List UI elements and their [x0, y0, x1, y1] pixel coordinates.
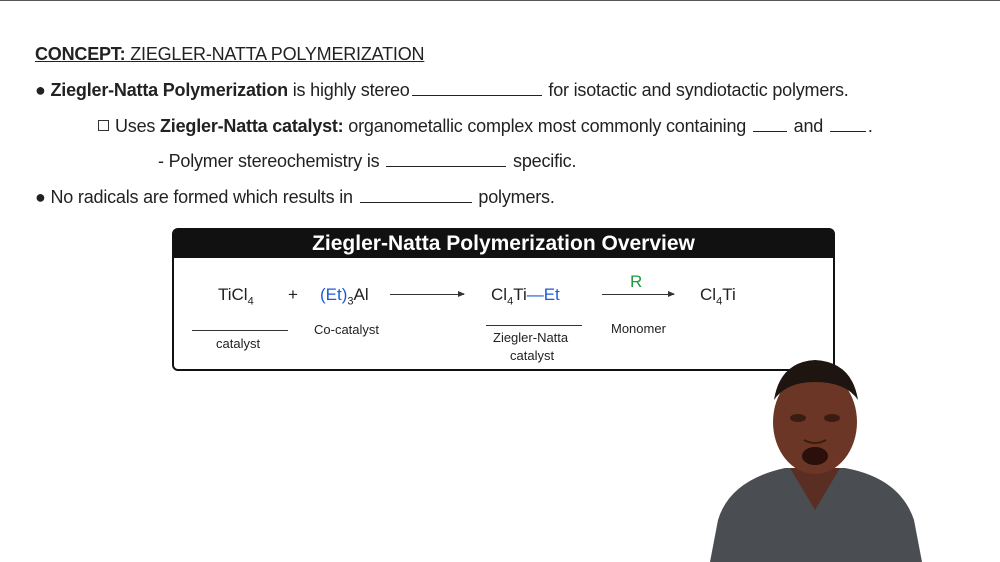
bullet-dot: ● — [35, 80, 46, 100]
concept-heading — [35, 44, 424, 65]
bullet-text: organometallic complex most commonly containing — [343, 116, 751, 136]
presenter-video — [690, 360, 940, 562]
bullet-dot: ● — [35, 187, 46, 207]
fill-in-blank — [360, 187, 472, 203]
overview-title: Ziegler-Natta Polymerization Overview — [174, 230, 833, 258]
bullet-text: polymers. — [473, 187, 555, 207]
monomer-arrow — [602, 294, 674, 295]
bullet-bold-term: Ziegler-Natta catalyst: — [160, 116, 344, 136]
bullet-catalyst — [98, 116, 873, 137]
top-border — [0, 0, 1000, 1]
concept-title: ZIEGLER-NATTA POLYMERIZATION — [130, 44, 425, 64]
zn-catalyst-label-1: Ziegler-Natta — [493, 330, 569, 345]
checkbox-bullet-icon — [98, 120, 109, 131]
bullet-text: for isotactic and syndiotactic polymers. — [543, 80, 849, 100]
ticl4-formula: TiCl$_4$ — [218, 285, 254, 308]
bullet-text: Uses — [115, 116, 161, 136]
cocatalyst-label: Co-catalyst — [314, 322, 380, 337]
bullet-stereochemistry — [158, 151, 576, 172]
bullet-radicals — [35, 187, 555, 208]
cl4ti-et-formula: $Cl_4Ti—Et$ — [491, 285, 560, 308]
bullet-text: . — [867, 116, 873, 136]
bullet-bold-term: Ziegler-Natta Polymerization — [50, 80, 288, 100]
reaction-arrow — [390, 294, 464, 295]
fill-in-blank — [830, 116, 866, 132]
catalyst-label: catalyst — [216, 336, 261, 351]
overview-box — [172, 228, 835, 371]
zn-catalyst-underline — [486, 325, 582, 326]
fill-in-blank — [412, 80, 542, 96]
r-group-label: R — [630, 272, 643, 291]
zn-catalyst-label-2: catalyst — [510, 348, 555, 363]
bullet-stereo — [35, 80, 849, 101]
fill-in-blank — [386, 151, 506, 167]
catalyst-blank — [192, 330, 288, 331]
plus-sign: + — [288, 285, 298, 304]
bullet-text: - Polymer stereochemistry is — [158, 151, 385, 171]
bullet-text: and — [788, 116, 828, 136]
et3al-formula: $(Et)_3Al$ — [320, 285, 369, 308]
bullet-text: specific. — [508, 151, 577, 171]
cl4ti-formula: $Cl_4Ti$ — [700, 285, 736, 308]
fill-in-blank — [753, 116, 787, 132]
bullet-text: is highly stereo — [287, 80, 410, 100]
monomer-label: Monomer — [611, 321, 666, 336]
concept-label: CONCEPT: — [35, 44, 126, 64]
bullet-text: No radicals are formed which results in — [45, 187, 358, 207]
